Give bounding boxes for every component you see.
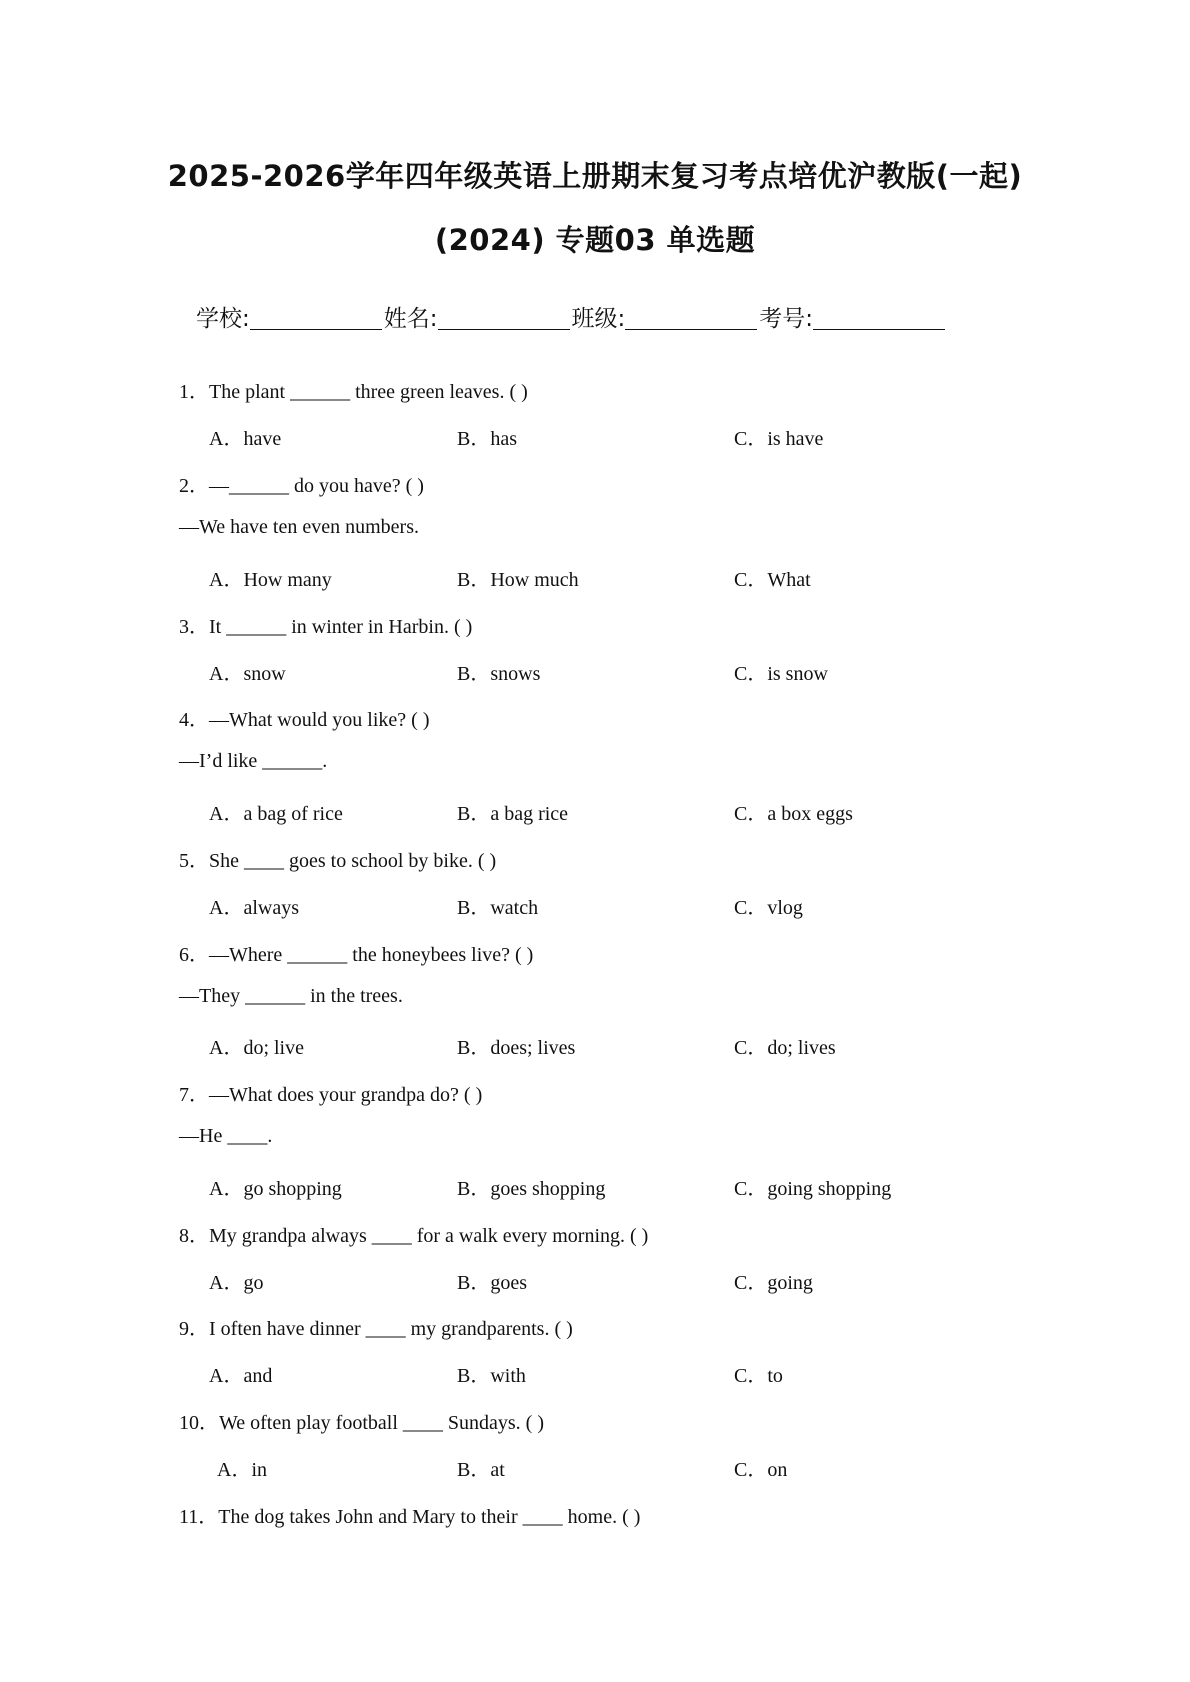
question-2: 2．—______ do you have? ( ) [179,475,424,497]
question-4-option-a[interactable]: A．a bag of rice [209,803,343,825]
question-1: 1．The plant ______ three green leaves. ( ) [179,381,528,403]
question-6-response: —They ______ in the trees. [179,985,403,1007]
question-2-option-c[interactable]: C．What [734,569,811,591]
document-title-line-1: 2025-2026学年四年级英语上册期末复习考点培优沪教版(一起) [167,159,1023,193]
question-10: 10．We often play football ____ Sundays. ( ) [179,1412,544,1434]
school-blank[interactable] [250,305,382,330]
question-3-option-a[interactable]: A．snow [209,663,286,685]
question-2-option-b[interactable]: B．How much [457,569,579,591]
question-8-option-a[interactable]: A．go [209,1272,264,1294]
question-5-option-b[interactable]: B．watch [457,897,539,919]
question-2-response: —We have ten even numbers. [179,516,419,538]
question-2-option-a[interactable]: A．How many [209,569,332,591]
document-title-line-2: (2024) 专题03 单选题 [434,223,756,257]
question-6-option-c[interactable]: C．do; lives [734,1037,836,1059]
question-5-option-c[interactable]: C．vlog [734,897,803,919]
exam-number-blank[interactable] [813,305,945,330]
class-blank[interactable] [625,305,757,330]
question-5-option-a[interactable]: A．always [209,897,299,919]
question-7: 7．—What does your grandpa do? ( ) [179,1084,483,1106]
question-3-option-c[interactable]: C．is snow [734,663,828,685]
question-3: 3．It ______ in winter in Harbin. ( ) [179,616,473,638]
question-10-option-b[interactable]: B．at [457,1459,505,1481]
question-4-response: —I’d like ______. [179,750,328,772]
name-label: 姓名: [383,306,438,332]
question-1-option-a[interactable]: A．have [209,428,282,450]
question-4: 4．—What would you like? ( ) [179,709,430,731]
question-4-option-c[interactable]: C．a box eggs [734,803,853,825]
question-4-option-b[interactable]: B．a bag rice [457,803,569,825]
question-9-option-a[interactable]: A．and [209,1365,273,1387]
class-label: 班级: [571,306,626,332]
name-blank[interactable] [438,305,570,330]
question-11: 11．The dog takes John and Mary to their ____ home. ( ) [179,1506,641,1528]
question-7-option-c[interactable]: C．going shopping [734,1178,892,1200]
question-9: 9．I often have dinner ____ my grandparents. ( ) [179,1318,573,1340]
question-7-option-b[interactable]: B．goes shopping [457,1178,606,1200]
question-6: 6．—Where ______ the honeybees live? ( ) [179,944,534,966]
student-info-row [196,300,947,333]
question-1-option-c[interactable]: C．is have [734,428,824,450]
question-10-option-c[interactable]: C．on [734,1459,788,1481]
question-6-option-a[interactable]: A．do; live [209,1037,304,1059]
question-7-option-a[interactable]: A．go shopping [209,1178,342,1200]
question-9-option-b[interactable]: B．with [457,1365,526,1387]
question-5: 5．She ____ goes to school by bike. ( ) [179,850,497,872]
school-label: 学校: [196,306,250,332]
question-8-option-b[interactable]: B．goes [457,1272,527,1294]
question-3-option-b[interactable]: B．snows [457,663,541,685]
question-8: 8．My grandpa always ____ for a walk every morning. ( ) [179,1225,649,1247]
question-7-response: —He ____. [179,1125,273,1147]
exam-number-label: 考号: [759,306,813,332]
question-8-option-c[interactable]: C．going [734,1272,813,1294]
question-9-option-c[interactable]: C．to [734,1365,783,1387]
question-6-option-b[interactable]: B．does; lives [457,1037,576,1059]
question-1-option-b[interactable]: B．has [457,428,517,450]
question-10-option-a[interactable]: A．in [217,1459,267,1481]
